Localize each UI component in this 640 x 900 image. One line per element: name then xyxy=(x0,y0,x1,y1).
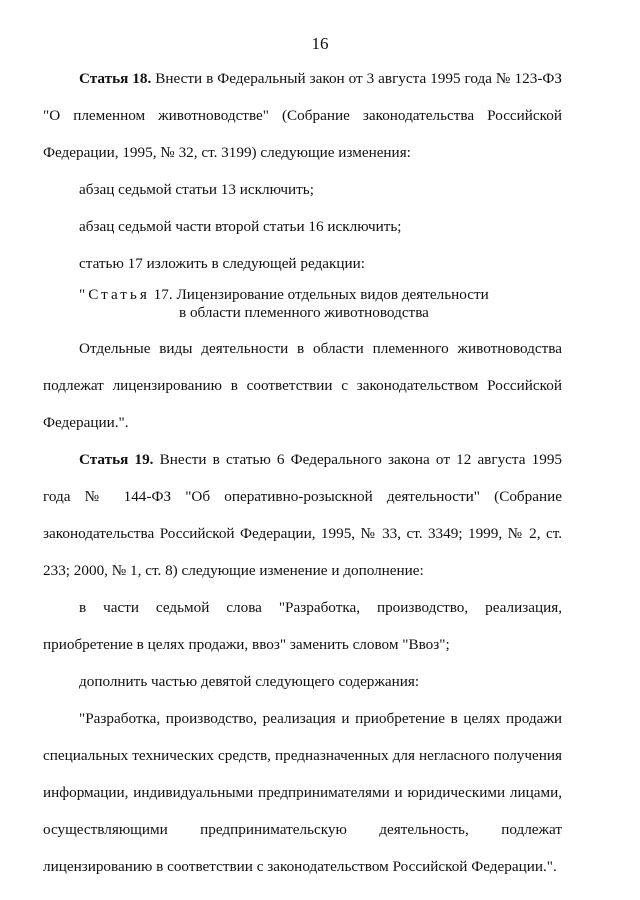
article-18-intro-text: Внести в Федеральный закон от 3 августа 1995 года № 123-ФЗ "О племенном животноводстве" (Собрание законодательства Российской Федерации, 1995, № 32, ст. 3199) следующие изменения: xyxy=(43,70,562,161)
article-18-intro xyxy=(43,60,562,171)
article-19-intro xyxy=(43,441,562,589)
article-19-intro-text: Внести в статью 6 Федерального закона от 12 августа 1995 года № 144-ФЗ "Об оперативно-розыскной деятельности" (Собрание законодательства Российской Федерации, 1995, № 33, ст. 3349; 1999, № 2, ст. 233; 2000, № 1, ст. 8) следующие изменение и дополнение: xyxy=(43,451,563,579)
article-18-item-3: статью 17 изложить в следующей редакции: xyxy=(79,255,365,272)
article-19-item-1: в части седьмой слова "Разработка, производство, реализация, приобретение в целях продажи, ввоз" заменить словом "Ввоз"; xyxy=(43,599,562,653)
article-19-item-2: дополнить частью девятой следующего содержания: xyxy=(79,673,420,690)
page-number: 16 xyxy=(311,34,329,53)
article-19-label: Статья 19. xyxy=(79,451,154,468)
article-18-item-1: абзац седьмой статьи 13 исключить; xyxy=(79,181,314,198)
article-19-quote: "Разработка, производство, реализация и приобретение в целях продажи специальных технических средств, предназначенных для негласного получения информации, индивидуальными предпринимателями и юридическими лицами, осуществляющими предпринимательскую деятельность, подлежат лицензированию в соответствии с законодательством Российской Федерации.". xyxy=(43,710,562,875)
article-17-heading-title-line1: 17. Лицензирование отдельных видов деятельности xyxy=(149,286,489,303)
article-17-body: Отдельные виды деятельности в области племенного животноводства подлежат лицензированию в соответствии с законодательством Российской Федерации.". xyxy=(43,340,562,431)
article-18-item-2: абзац седьмой части второй статьи 16 исключить; xyxy=(79,218,402,235)
article-17-heading-title-line2: в области племенного животноводства xyxy=(179,304,429,321)
article-17-heading xyxy=(43,286,562,322)
article-17-heading-prefix: "Статья xyxy=(79,286,150,303)
article-18-label: Статья 18. xyxy=(79,70,152,87)
document-body xyxy=(43,60,562,885)
